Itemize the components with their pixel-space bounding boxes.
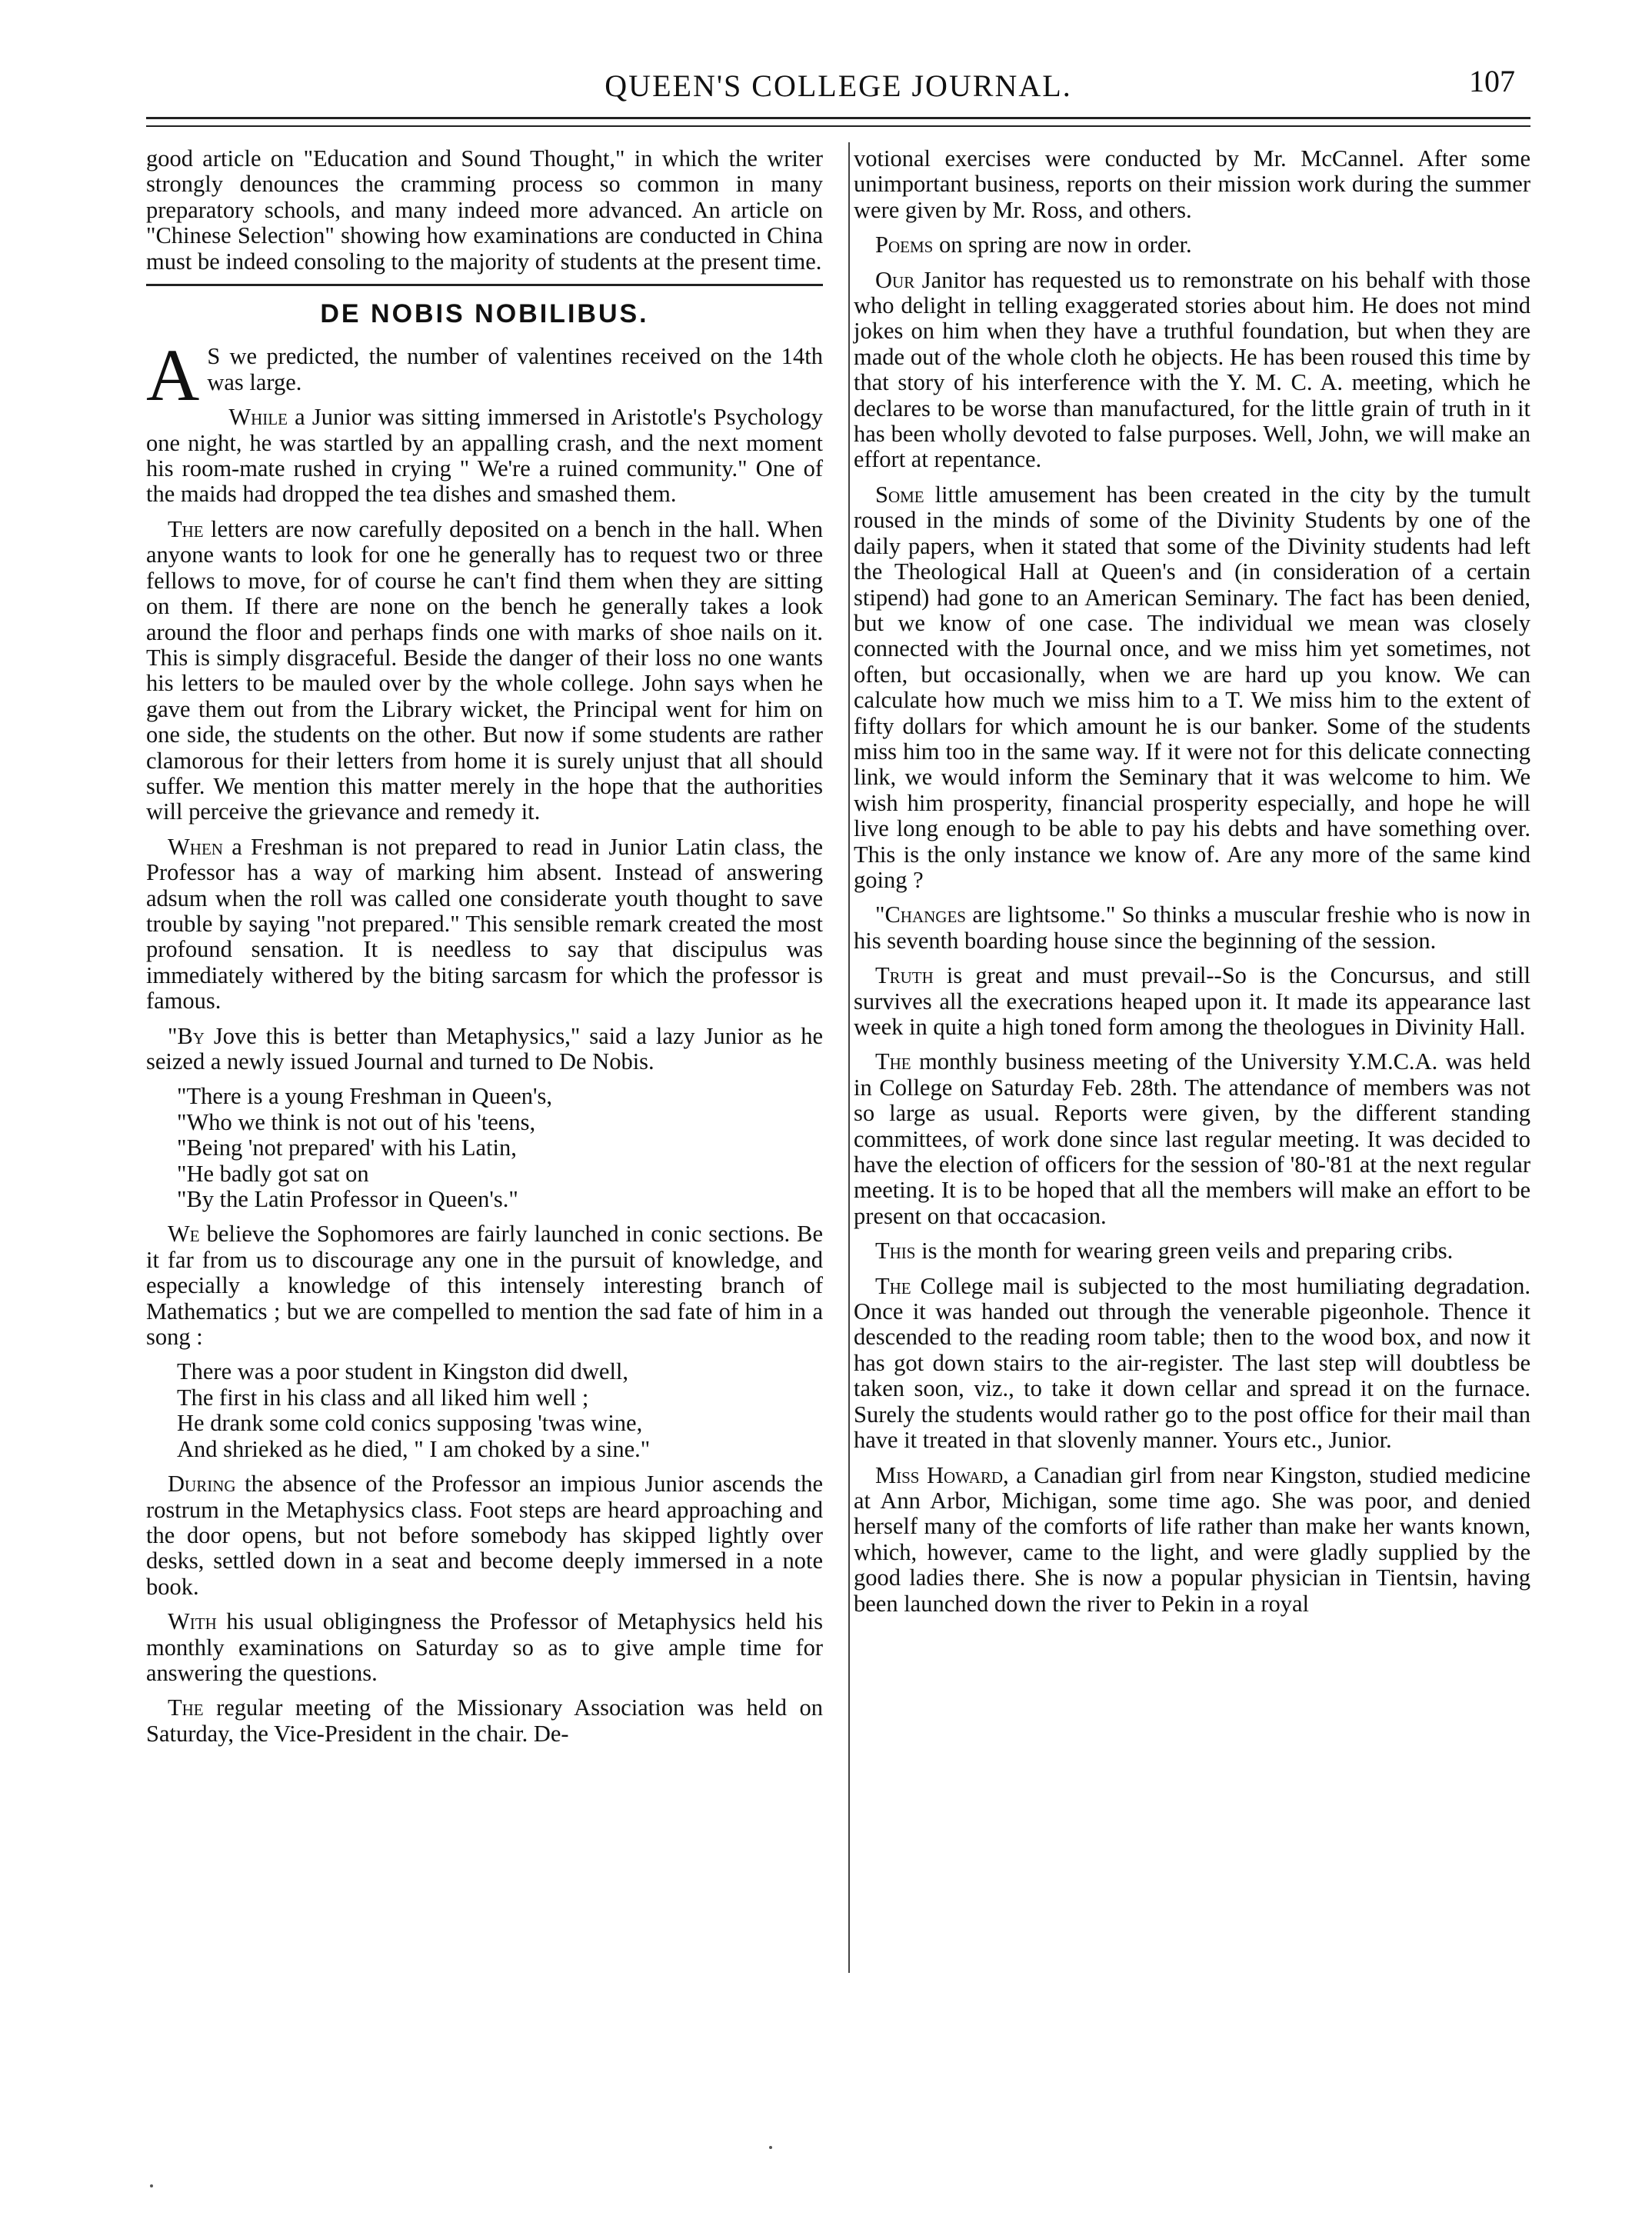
intro-paragraph: good article on "Education and Sound Thought," in which the writer strongly denounces the cramming process so common in many preparatory schools, and many indeed more advanced. An article on "Chinese Selection" showing how examinations are conducted in China must be indeed consoling to the majority of students at the present time. [146,145,823,275]
header-rule [146,117,1530,127]
verse-line: "There is a young Freshman in Queen's, [177,1083,553,1110]
paragraph-metaphysics [146,1024,823,1075]
paragraph-miss-howard [854,1463,1530,1617]
paragraph-concursus [854,963,1530,1040]
lead-word: The [875,1048,911,1075]
verse-line: The first in his class and all liked him well ; [177,1384,589,1411]
scan-speck [769,2146,772,2149]
paragraph-green-veils [854,1238,1530,1264]
paragraph-ymca [854,1049,1530,1229]
paragraph-text: letters are now carefully deposited on a bench in the hall. When anyone wants to look for one he generally has to request two or three fellows to move, for of course he can't find them when they are sitting on them. If there are none on the bench he generally takes a look around the floor and perhaps finds one with marks of shoe nails on it. This is simply disgraceful. Beside the danger of their loss no one wants his letters to be mauled over by the whole college. John says when he gave them out from the Library wicket, the Principal went for him on one side, the students on the other. But now if some students are rather clamorous for their letters from home it is surely unjust that all should suffer. We mention this matter merely in the hope that the authorities will perceive the grievance and remedy it. [146,515,823,825]
verse-line: "Being 'not prepared' with his Latin, [177,1134,517,1161]
drop-cap: A [146,334,200,417]
section-rule [146,284,823,286]
paragraph-valentines [146,334,823,417]
lead-word: Our [875,266,915,293]
paragraph-missionary [146,1695,823,1747]
lead-word: Changes [884,901,966,928]
paragraph-rostrum [146,1471,823,1600]
paragraph-college-mail [854,1274,1530,1454]
page-number: 107 [1469,64,1515,98]
paragraph-letters [146,517,823,825]
lead-word: The [875,1272,911,1299]
verse-line: "He badly got sat on [177,1160,369,1187]
verse-line: He drank some cold conics supposing 'twas wine, [177,1410,643,1437]
paragraph-text: monthly business meeting of the University Y.M.C.A. was held in College on Saturday Feb. 28th. The attendance of members was not so large as usual. Reports were given, by the different standing committees, of work done since last regular meeting. It was decided to have the election of officers for the session of '80-'81 at the next regular meeting. It is to be hoped that all the members will make an effort to be present on that occacasion. [854,1048,1530,1229]
verse-line: "By the Latin Professor in Queen's." [177,1186,518,1213]
paragraph-text: is great and must prevail--So is the Concursus, and still survives all the execrations heaped upon it. It made its appearance last week in quite a high toned form among the theologues in Divinity Hall. [854,962,1530,1040]
scan-speck [150,2184,153,2187]
verse-line: "Who we think is not out of his 'teens, [177,1108,536,1135]
paragraph-freshman [146,835,823,1015]
paragraph-text: Jove this is better than Metaphysics," said a lazy Junior as he seized a newly issued Journal and turned to De Nobis. [146,1022,823,1075]
paragraph-text: the absence of the Professor an impious Junior ascends the rostrum in the Metaphysics class. Foot steps are heard approaching and the door opens, but not before somebody has skipped lightly over desks, settled down in a seat and become deeply immersed in a note book. [146,1471,823,1600]
lead-word: When [168,833,223,860]
paragraph-text: a Junior was sitting immersed in Aristotle's Psychology one night, he was startled by an appalling crash, and the next moment his room-mate rushed in crying " We're a ruined community." One of the maids had dropped the tea dishes and smashed them. [146,404,823,508]
open-quote: " [168,1022,178,1049]
lead-word: This [875,1238,916,1264]
lead-word: While [228,404,288,431]
lead-word: With [168,1608,217,1635]
paragraph-text: are lightsome." So thinks a muscular freshie who is now in his seventh boarding house since the beginning of the session. [854,901,1530,954]
paragraph-examinations [146,1609,823,1686]
paragraph-text: a Canadian girl from near Kingston, studied medicine at Ann Arbor, Michigan, some time ago. She was poor, and denied herself many of the comforts of life rather than make her wants known, which, however, came to the light, and were gladly supplied by the good ladies there. She is now a popular physician in Tientsin, having been launched down the river to Pekin in a royal [854,1461,1530,1617]
paragraph-text: his usual obligingness the Professor of Metaphysics held his monthly examinations on Saturday so as to give ample time for answering the questions. [146,1608,823,1686]
page-header [146,54,1530,108]
column-divider [848,142,850,1973]
paragraph-text: is the month for wearing green veils and preparing cribs. [915,1238,1454,1264]
paragraph-sophomores [146,1221,823,1350]
paragraph-divinity [854,482,1530,894]
lead-word: The [168,515,204,542]
open-quote: " [875,901,885,928]
paragraph-text: a Freshman is not prepared to read in Junior Latin class, the Professor has a way of marking him absent. Instead of answering adsum when the roll was called one considerate youth thought to save trouble by saying "not prepared." This sensible remark created the most profound sensation. It is needless to say that discipulus was immediately withered by the biting sarcasm for which the professor is famous. [146,833,823,1015]
paragraph-text: regular meeting of the Missionary Association was held on Saturday, the Vice-President in the chair. De- [146,1694,823,1747]
paragraph-poems [854,232,1530,258]
paragraph-text: believe the Sophomores are fairly launched in conic sections. Be it far from us to discourage any one in the pursuit of knowledge, and especially a knowledge of this intensely interesting branch of Mathematics ; but we are compelled to mention the sad fate of him in a song : [146,1221,823,1351]
lead-word: Poems [875,232,934,258]
verse-freshman [177,1084,823,1212]
right-column [854,146,1530,1626]
paragraph-devotional: votional exercises were conducted by Mr. McCannel. After some unimportant business, reports on their mission work during the summer were given by Mr. Ross, and others. [854,145,1530,223]
section-heading: DE NOBIS NOBILIBUS. [320,299,649,329]
paragraph-text: on spring are now in order. [933,232,1192,258]
paragraph-janitor [854,268,1530,473]
paragraph-text: S we predicted, the number of valentines received on the 14th was large. [207,343,823,395]
paragraph-changes [854,902,1530,954]
lead-word: Miss Howard, [875,1461,1009,1488]
verse-line: There was a poor student in Kingston did dwell, [177,1358,629,1385]
journal-title: QUEEN'S COLLEGE JOURNAL. [605,68,1072,103]
left-column [146,146,823,1756]
lead-word: The [168,1694,204,1721]
verse-line: And shrieked as he died, " I am choked by a sine." [177,1435,651,1462]
paragraph-text: little amusement has been created in the city by the tumult roused in the minds of some of the Divinity Students by one of the daily papers, when it stated that some of the Divinity students had left the Theological Hall at Queen's and (in consideration of a certain stipend) had gone to an American Seminary. The fact has been denied, but we know of one case. The individual we mean was closely connected with the Journal once, and we miss him yet sometimes, not often, but occasionally, when we are hard up you know. We can calculate how much we miss him to a T. We miss him to the extent of fifty dollars for which amount he is our banker. Some of the students miss him too in the same way. If it were not for this delicate connecting link, we would inform the Seminary that it was welcome to him. We wish him prosperity, financial prosperity especially, and hope he will live long enough to be able to pay his debts and have something over. This is the only instance we know of. Are any more of the same kind going ? [854,481,1530,893]
paragraph-text: College mail is subjected to the most humiliating degradation. Once it was handed out through the venerable pigeonhole. Thence it descended to the reading room table; then to the wood box, and now it has got down stairs to the air-register. The last step will doubtless be taken soon, viz., to take it down cellar and spread it on the furnace. Surely the students would rather go to the post office for their mail than have it treated in that slovenly manner. Yours etc., Junior. [854,1272,1530,1454]
verse-kingston [177,1359,823,1462]
lead-word: Some [875,481,924,508]
lead-word: By [177,1022,205,1049]
lead-word: Truth [875,962,934,989]
paragraph-text: Janitor has requested us to remonstrate on his behalf with those who delight in telling exaggerated stories about him. He does not mind jokes on him when they have a truthful foundation, but when they are made out of the whole cloth he objects. He has been roused this time by that story of his interference with the Y. M. C. A. meeting, which he declares to be worse than manufactured, for the little grain of truth in it has been wholly devoted to false purposes. Well, John, we will make an effort at repentance. [854,266,1530,473]
paragraph-aristotle [146,405,823,508]
lead-word: During [168,1471,236,1498]
lead-word: We [168,1221,200,1248]
